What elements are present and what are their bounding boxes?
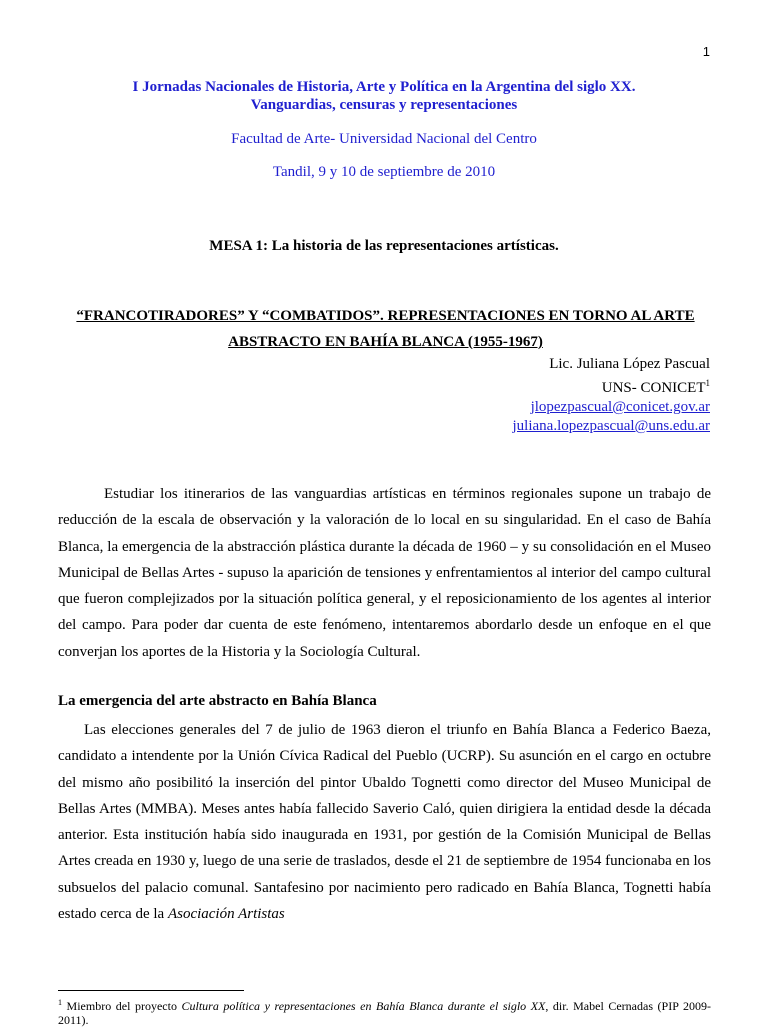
author-email-link-2[interactable]: juliana.lopezpascual@uns.edu.ar <box>512 418 710 434</box>
conference-title-line1: I Jornadas Nacionales de Historia, Arte y Política en la Argentina del siglo XX. <box>132 79 636 95</box>
footnote-text-after: , dir. Mabel Cernadas (PIP 2009-2011). <box>58 999 711 1027</box>
page-number: 1 <box>702 44 710 59</box>
footnote-marker: 1 <box>58 998 62 1007</box>
affiliation-text: UNS- CONICET <box>601 380 706 396</box>
footnote <box>58 996 711 1027</box>
mesa-heading: MESA 1: La historia de las representaciones artísticas. <box>209 238 559 254</box>
footnote-divider <box>58 990 244 991</box>
author-affiliation <box>513 374 711 398</box>
footnote-ref: 1 <box>705 378 710 388</box>
body-paragraph-text: Las elecciones generales del 7 de julio de 1963 dieron el triunfo en Bahía Blanca a Federico Baeza, candidato a intendente por la Unión Cívica Radical del Pueblo (UCRP). Su asunción en el cargo en octubre del mismo año posibilitó la inserción del pintor Ubaldo Tognetti como director del Museo Municipal de Bellas Artes (MMBA). Meses antes había fallecido Saverio Caló, quien dirigiera la entidad desde la década anterior. Esta institución había sido inaugurada en 1931, por gestión de la Comisión Municipal de Bellas Artes creada en 1930 y, luego de una serie de traslados, desde el 21 de septiembre de 1954 funcionaba en los subsuelos del palacio comunal. Santafesino por nacimiento pero radicado en Bahía Blanca, Tognetti había estado cerca de la <box>58 722 711 923</box>
intro-paragraph: Estudiar los itinerarios de las vanguardias artísticas en términos regionales supone un trabajo de reducción de la escala de observación y la valoración de lo local en su singularidad. En el caso de Bahía Blanca, la emergencia de la abstracción plástica durante la década de 1960 – y su consolidación en el Museo Municipal de Bellas Artes - supuso la aparición de tensiones y enfrentamientos al interior del campo cultural que fueron complejizados por la situación política general, y el reposicionamiento de los agentes al interior del campo. Para poder dar cuenta de este fenómeno, intentaremos abordarlo desde un enfoque en el que converjan los aportes de la Historia y la Sociología Cultural. <box>58 486 711 660</box>
conference-place-date: Tandil, 9 y 10 de septiembre de 2010 <box>272 164 496 180</box>
footnote-text-before: Miembro del proyecto <box>62 999 182 1013</box>
footnote-italic: Cultura política y representaciones en Bahía Blanca durante el siglo XX <box>181 999 546 1013</box>
author-block <box>513 355 711 436</box>
conference-title-line2: Vanguardias, censuras y representaciones <box>250 97 518 113</box>
paper-title-line2: ABSTRACTO EN BAHÍA BLANCA (1955-1967) <box>228 334 543 350</box>
paper-title-line1: “FRANCOTIRADORES” Y “COMBATIDOS”. REPRESENTACIONES EN TORNO AL ARTE <box>76 308 695 324</box>
section-heading: La emergencia del arte abstracto en Bahía Blanca <box>58 693 377 709</box>
paper-title <box>58 303 713 355</box>
body-paragraph <box>58 717 711 927</box>
conference-title <box>0 78 768 114</box>
body-paragraph-italic: Asociación Artistas <box>167 906 285 923</box>
author-email-link-1[interactable]: jlopezpascual@conicet.gov.ar <box>530 399 710 415</box>
conference-institution: Facultad de Arte- Universidad Nacional del Centro <box>231 131 537 147</box>
author-name: Lic. Juliana López Pascual <box>549 356 710 372</box>
